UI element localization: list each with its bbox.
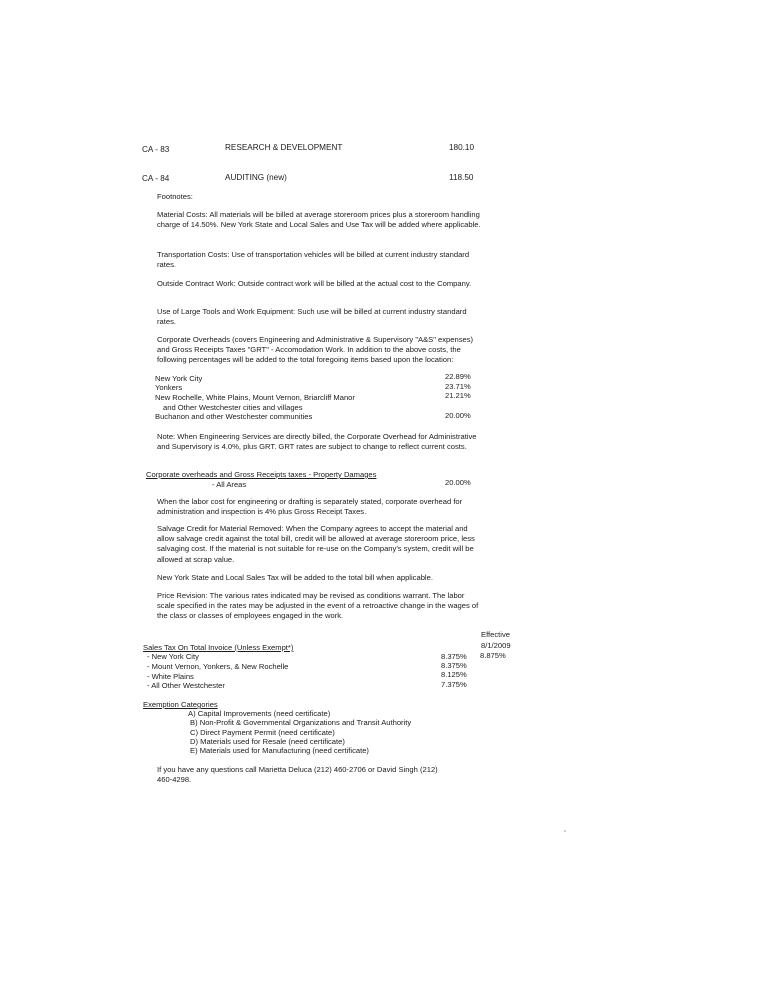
sales-tax-title: Sales Tax On Total Invoice (Unless Exempt*) [143,643,294,652]
exemption-title: Exemption Categories [143,700,218,709]
overhead-location-pct: 23.71% [445,382,471,391]
rate-value: 118.50 [449,173,474,182]
large-tools-note: Use of Large Tools and Work Equipment: Such use will be billed at current industry standard rates. [157,307,467,327]
sales-tax-row-effective: 8.875% [480,651,506,660]
overhead-location-label: New Rochelle, White Plains, Mount Vernon, Briarcliff Manor [155,393,355,402]
material-costs-note: Material Costs: All materials will be billed at average storeroom prices plus a storeroom handling charge of 14.50%. New York State and Local Sales and Use Tax will be added where applicable. [157,210,481,230]
scan-speck [564,830,566,832]
salvage-credit-note: Salvage Credit for Material Removed: When the Company agrees to accept the material and allow salvage credit against the total bill, credit will be allowed at average storeroom price, less salvaging cost. If the material is not suitable for re-use on the Company's system, credit will be allowed at scrap value. [157,524,475,564]
overhead-location-label: New York City [155,374,203,383]
exemption-item: D) Materials used for Resale (need certificate) [190,737,345,746]
sales-tax-row-rate: 8.375% [441,661,467,670]
sales-tax-note: New York State and Local Sales Tax will be added to the total bill when applicable. [157,573,433,582]
sales-tax-row-rate: 8.375% [441,652,467,661]
sales-tax-row-label: - New York City [147,652,199,661]
property-damages-title: Corporate overheads and Gross Receipts taxes - Property Damages [146,470,377,479]
overhead-location-label: and Other Westchester cities and villages [163,403,303,412]
property-damages-pct: 20.00% [445,478,471,487]
rate-code: CA - 83 [142,145,170,154]
price-revision-note: Price Revision: The various rates indicated may be revised as conditions warrant. The labor scale specified in the rates may be adjusted in the event of a retroactive change in the wages of the class or classes of employees engaged in the work. [157,591,479,621]
exemption-item: B) Non-Profit & Governmental Organizations and Transit Authority [190,718,412,727]
transportation-costs-note: Transportation Costs: Use of transportation vehicles will be billed at current industry standard rates. [157,250,470,270]
sales-tax-row-label: - Mount Vernon, Yonkers, & New Rochelle [147,662,289,671]
sales-tax-row-rate: 8.125% [441,670,467,679]
engineering-services-note: Note: When Engineering Services are directly billed, the Corporate Overhead for Administrative and Supervisory is 4.0%, plus GRT. GRT rates are subject to change to reflect current costs. [157,432,477,452]
property-damages-area: - All Areas [212,480,247,489]
exemption-item: E) Materials used for Manufacturing (need certificate) [190,746,369,755]
corporate-overheads-note: Corporate Overheads (covers Engineering and Administrative & Supervisory "A&S" expenses) and Gross Receipts Taxes "GRT" - Accomodation Work. In addition to the above costs, the following percentages will be added to the total foregoing items based upon the location: [157,335,474,365]
rate-name: AUDITING (new) [225,173,287,182]
rate-value: 180.10 [449,143,475,152]
overhead-location-pct: 20.00% [445,411,471,420]
effective-date: 8/1/2009 [481,641,511,650]
sales-tax-row-label: - All Other Westchester [147,681,225,690]
footnotes-heading: Footnotes: [157,192,193,201]
rate-code: CA - 84 [142,174,170,183]
effective-label: Effective [481,630,510,639]
sales-tax-row-rate: 7.375% [441,680,467,689]
labor-cost-note: When the labor cost for engineering or drafting is separately stated, corporate overhead for administration and inspection is 4% plus Gross Receipt Taxes. [157,497,463,517]
rate-name: RESEARCH & DEVELOPMENT [225,143,343,152]
overhead-location-label: Yonkers [155,383,183,392]
overhead-location-pct: 22.89% [445,372,471,381]
contact-note: If you have any questions call Marietta Deluca (212) 460-2706 or David Singh (212) 460-4298. [157,765,438,785]
exemption-item: A) Capital Improvements (need certificate) [188,709,331,718]
exemption-item: C) Direct Payment Permit (need certificate) [190,728,335,737]
overhead-location-label: Buchanon and other Westchester communities [155,412,313,421]
overhead-location-pct: 21.21% [445,391,471,400]
sales-tax-row-label: - White Plains [147,672,194,681]
outside-contract-note: Outside Contract Work: Outside contract work will be billed at the actual cost to the Company. [157,279,472,288]
